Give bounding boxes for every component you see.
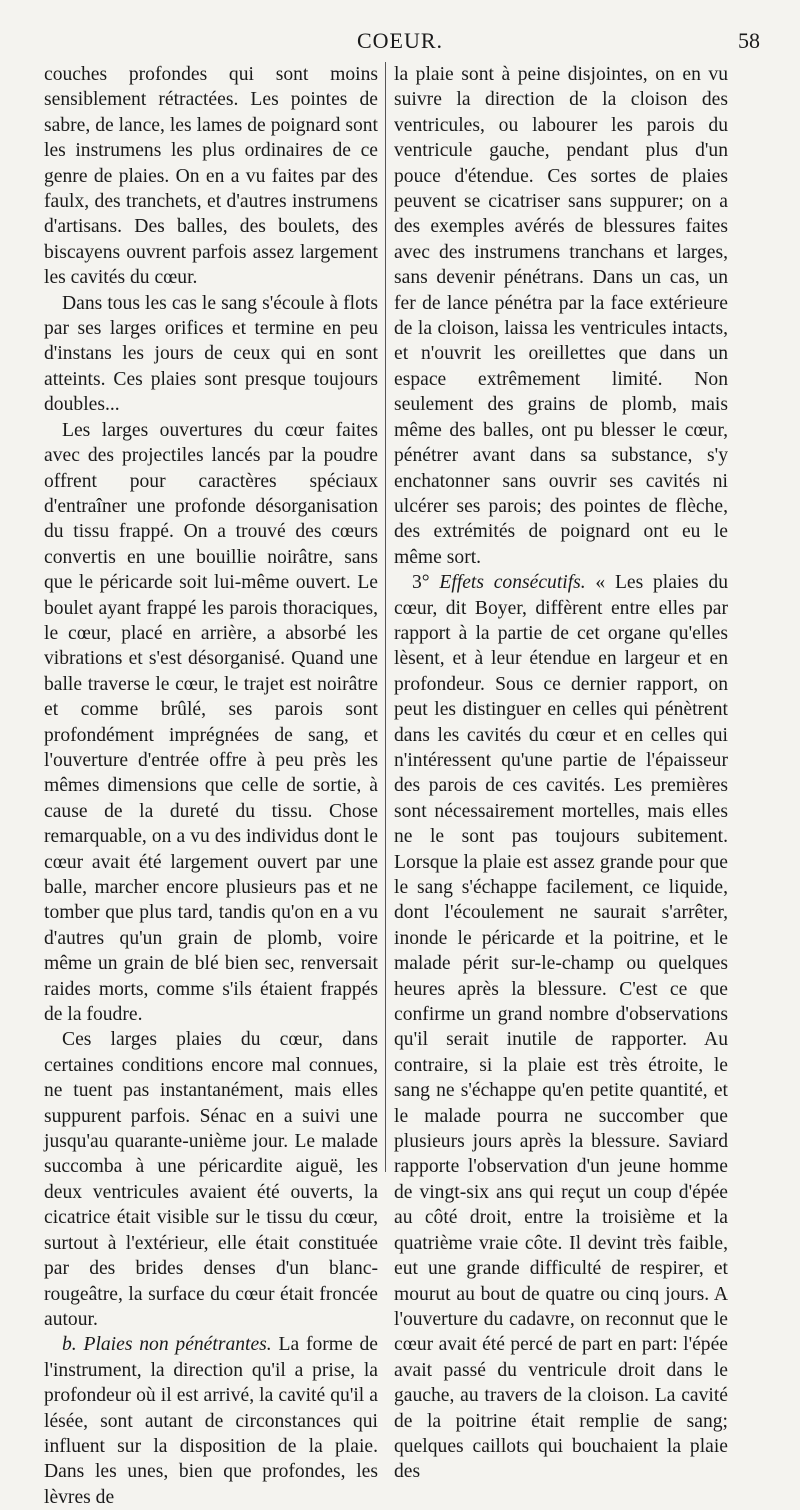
right-paragraph-2 — [394, 570, 728, 1485]
left-column — [44, 62, 378, 1510]
left-paragraph-2: Dans tous les cas le sang s'écoule à flots par ses larges orifices et termine en peu d'instans les jours de ceux qui en sont atteints. Ces plaies sont presque toujours doubles... — [44, 292, 378, 416]
right-column — [394, 62, 728, 1485]
section-label-effects: Effets consécutifs. — [439, 572, 586, 594]
page-header — [0, 28, 800, 58]
column-divider — [385, 62, 386, 1172]
left-paragraph-5-text: La forme de l'instrument, la direction qu'il a prise, la profondeur où il est arrivé, la cavité qu'il a lésée, sont autant de circonstances qui influent sur la disposition de la plaie. Dans les unes, bien que profondes, les lèvres de — [44, 1334, 378, 1508]
left-paragraph-1: couches profondes qui sont moins sensiblement rétractées. Les pointes de sabre, de lance, les lames de poignard sont les instrumens les plus ordinaires de ce genre de plaies. On en a vu faites par des faulx, des tranchets, et d'autres instrumens d'artisans. Des balles, des boulets, des biscayens ouvrent parfois assez largement les cavités du cœur. — [44, 64, 378, 289]
left-paragraph-4: Ces larges plaies du cœur, dans certaines conditions encore mal connues, ne tuent pas instantanément, mais elles suppurent parfois. Sénac en a suivi une jusqu'au quarante-unième jour. Le malade succomba à une péricardite aiguë, les deux ventricules avaient été ouverts, la cicatrice était visible sur le tissu du cœur, surtout à l'extérieur, elle était constituée par des brides denses d'un blanc-rougeâtre, la surface du cœur était froncée autour. — [44, 1029, 378, 1330]
left-paragraph-3: Les larges ouvertures du cœur faites avec des projectiles lancés par la poudre offrent pour caractères spéciaux d'entraîner une profonde désorganisation du tissu frappé. On a trouvé des cœurs convertis en une bouillie noirâtre, sans que le péricarde soit lui-même ouvert. Le boulet ayant frappé les parois thoraciques, le cœur, placé en arrière, a absorbé les vibrations et s'est désorganisé. Quand une balle traverse le cœur, le trajet est noirâtre et comme brûlé, ses parois sont profondément imprégnées de sang, et l'ouverture d'entrée offre à peu près les mêmes dimensions que celle de sortie, à cause de la dureté du tissu. Chose remarquable, on a vu des individus dont le cœur avait été largement ouvert par une balle, marcher encore plusieurs pas et ne tomber que plus tard, tandis qu'on en a vu d'autres qu'un grain de plomb, voire même un grain de blé bien sec, renversait raides morts, comme s'ils étaient frappés de la foudre. — [44, 419, 378, 1026]
section-label-non-penetrating: b. Plaies non pénétrantes. — [62, 1334, 272, 1356]
section-number: 3° — [412, 572, 430, 594]
running-head: COEUR. — [356, 28, 444, 53]
left-paragraph-5 — [44, 1332, 378, 1510]
page-number: 58 — [738, 28, 760, 53]
right-paragraph-1: la plaie sont à peine disjointes, on en vu suivre la direction de la cloison des ventricules, ou labourer les parois du ventricule gauche, pendant plus d'un pouce d'étendue. Ces sortes de plaies peuvent se cicatriser sans suppurer; on a des exemples avérés de blessures faites avec des instrumens tranchans et larges, sans devenir pénétrans. Dans un cas, un fer de lance pénétra par la face extérieure de la cloison, laissa les ventricules intacts, et n'ouvrit les oreillettes que dans un espace extrêmement limité. Non seulement des grains de plomb, mais même des balles, ont pu blesser le cœur, pénétrer avant dans sa substance, s'y enchatonner sans ouvrir ses cavités ni ulcérer ses parois; des pointes de flèche, des extrémités de poignard ont eu le même sort. — [394, 64, 728, 568]
right-paragraph-2-text: « Les plaies du cœur, dit Boyer, diffèrent entre elles par rapport à la partie de cet organe qu'elles lèsent, et à leur étendue en largeur et en profondeur. Sous ce dernier rapport, on peut les distinguer en celles qui pénètrent dans les cavités du cœur et en celles qui n'intéressent qu'une partie de l'épaisseur des parois de ces cavités. Les premières sont nécessairement mortelles, mais elles ne le sont pas toujours subitement. Lorsque la plaie est assez grande pour que le sang s'échappe facilement, ce liquide, dont l'écoulement ne saurait s'arrêter, inonde le péricarde et la poitrine, et le malade périt sur-le-champ ou quelques heures après la blessure. C'est ce que confirme un grand nombre d'observations qu'il serait inutile de rapporter. Au contraire, si la plaie est très étroite, le sang ne s'échappe qu'en petite quantité, et le malade pourra ne succomber que plusieurs jours après la blessure. Saviard rapporte l'observation d'un jeune homme de vingt-six ans qui reçut un coup d'épée au côté droit, entre la troisième et la quatrième vraie côte. Il devint très faible, eut une grande difficulté de respirer, et mourut au bout de quatre ou cinq jours. A l'ouverture du cadavre, on reconnut que le cœur avait été percé de part en part: l'épée avait passé du ventricule droit dans le gauche, au travers de la cloison. La cavité de la poitrine était remplie de sang; quelques caillots qui bouchaient la plaie des — [394, 572, 728, 1483]
